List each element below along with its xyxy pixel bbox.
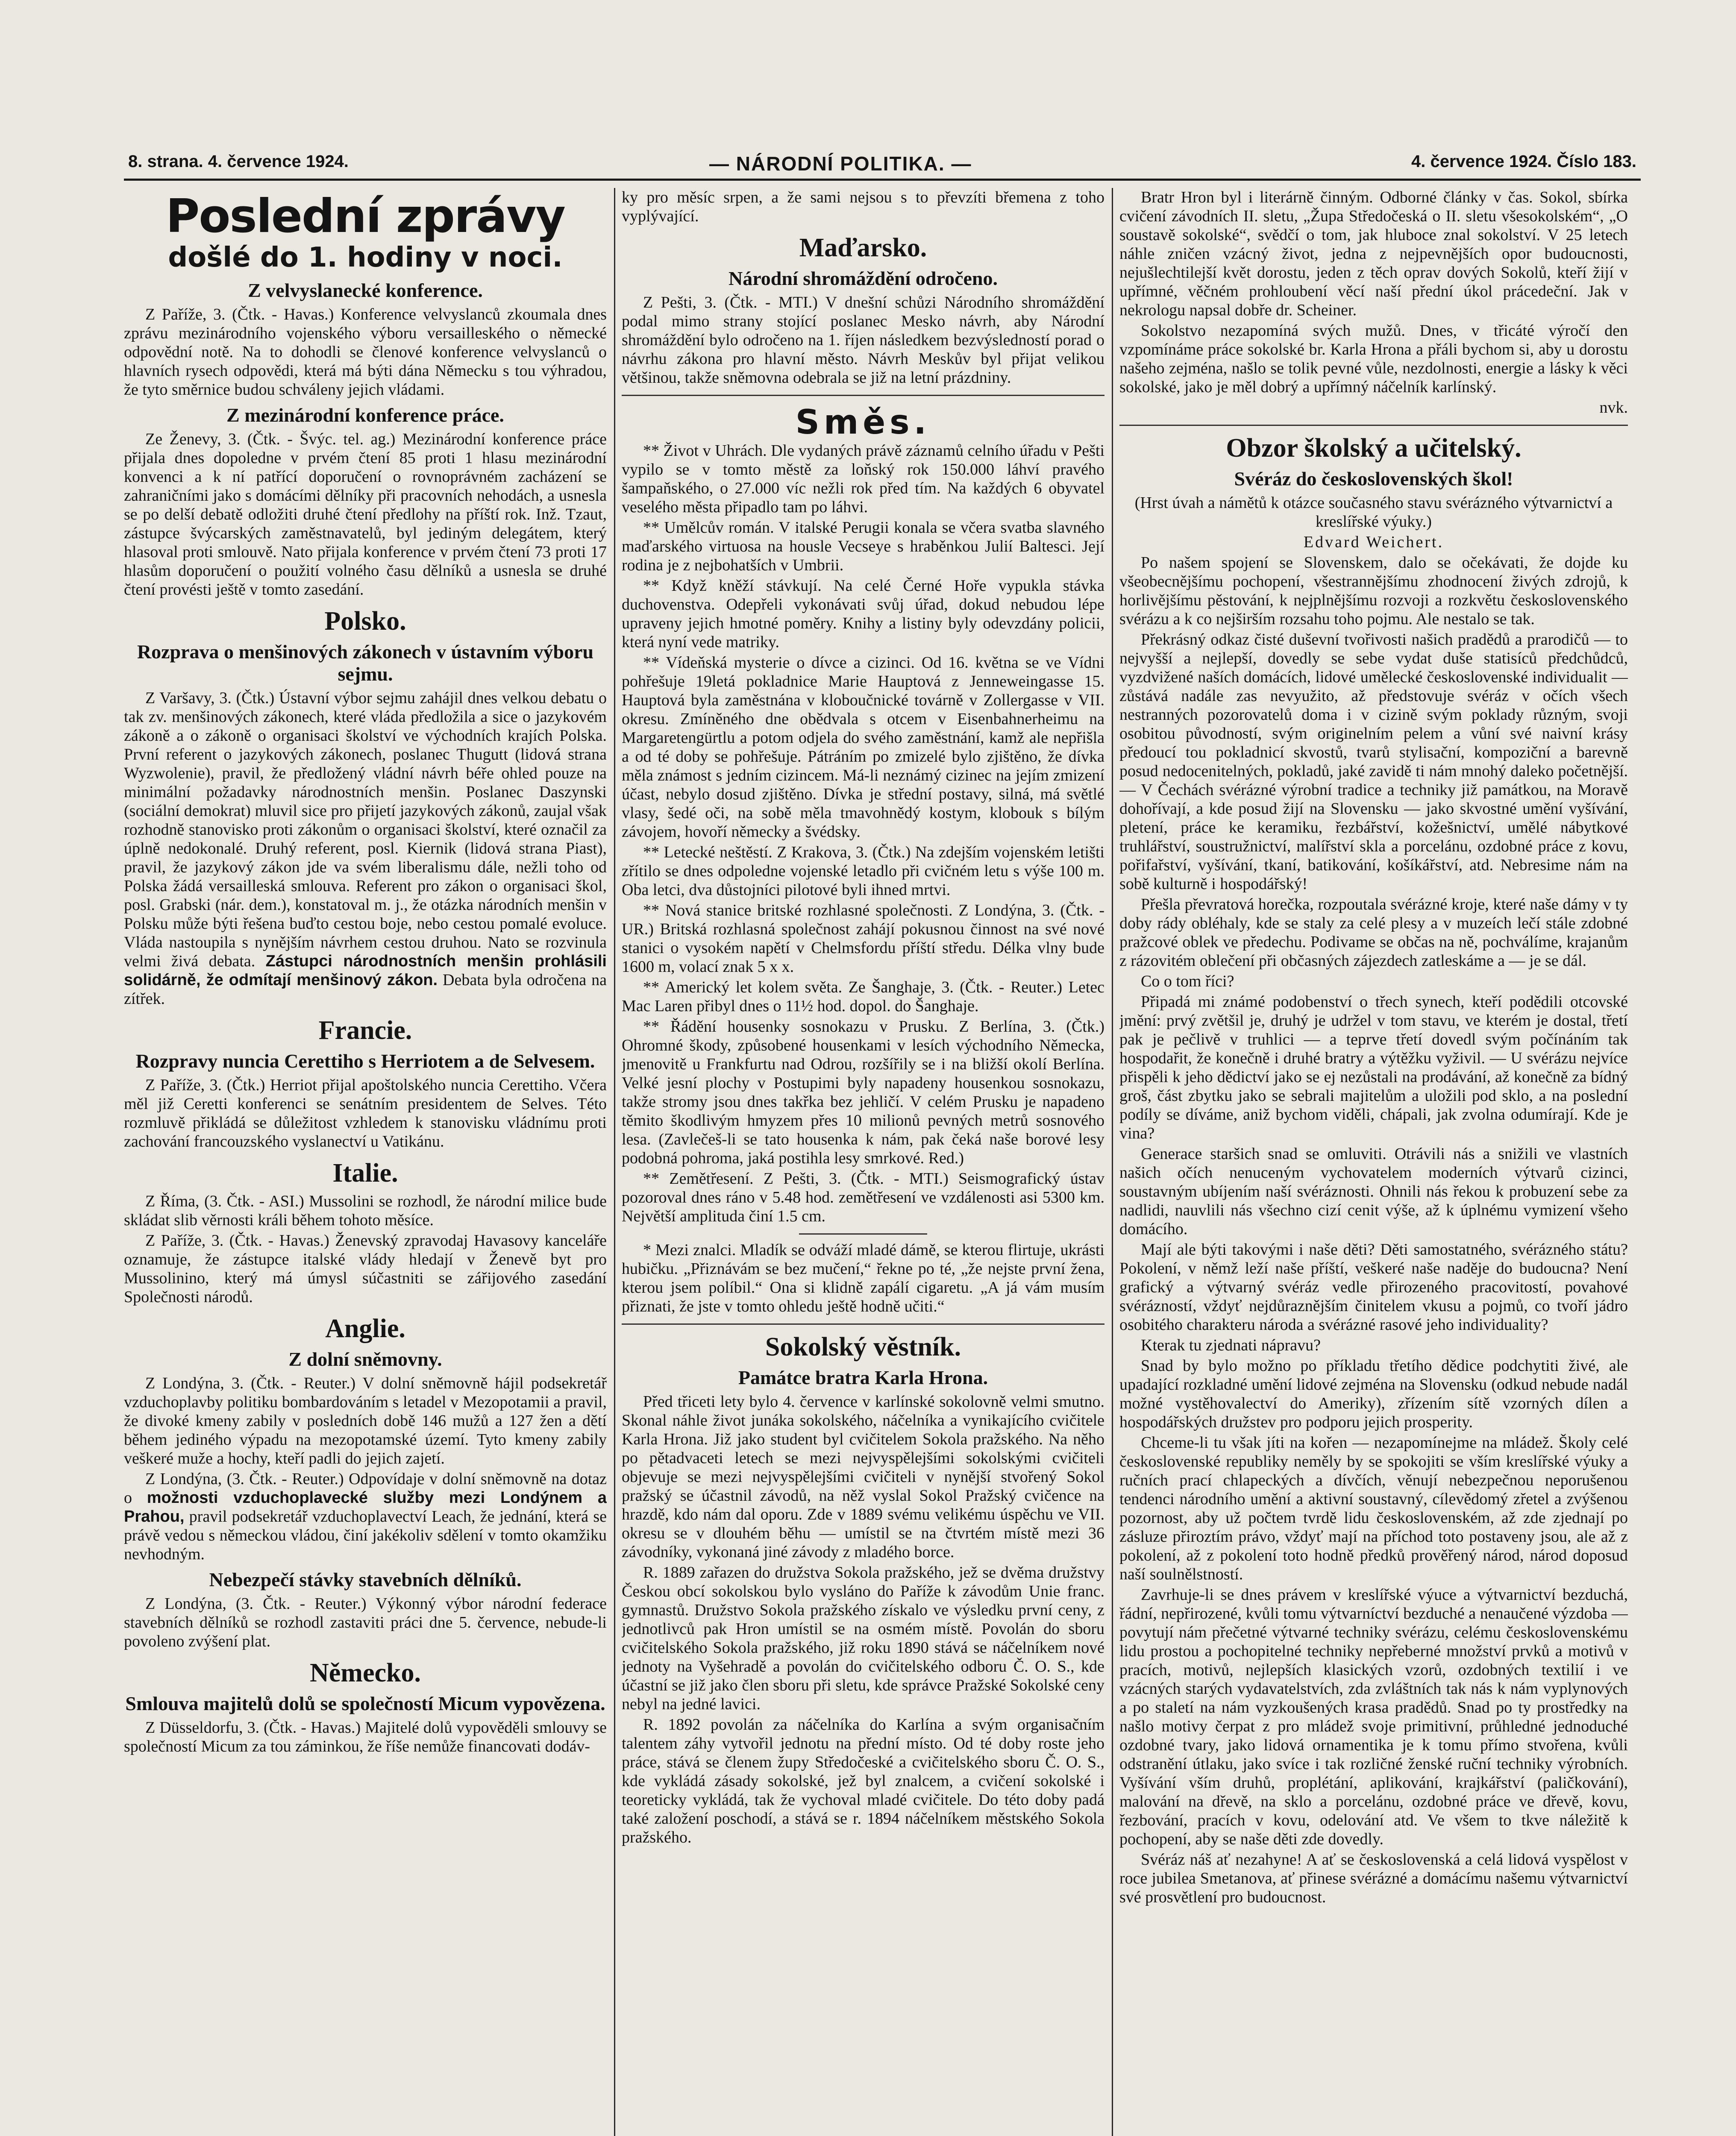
article-heading: Rozprava o menšinových zákonech v ústavním výboru sejmu. [137,641,594,685]
news-item: ** Život v Uhrách. Dle vydaných právě záznamů celního úřadu v Pešti vypilo se v tomto městě za loňský rok 150.000 láhví pravého šampaňského, o 27.000 víc nežli rok před tím. Na každých 6 obyvatel veselého města připadlo tam po láhvi. [622,442,1104,516]
section-heading: Maďarsko. [799,233,927,262]
masthead-title: — NÁRODNÍ POLITIKA. — [709,153,972,175]
article-heading: Národní shromáždění odročeno. [728,267,998,289]
column-divider [1112,188,1113,2136]
column-divider [614,188,615,2136]
article-text: Chceme-li tu však jíti na kořen — nezapomínejme na mládež. Školy celé československé republiky neměly by se spokojiti se vším kreslířské výuky a ručních prací chlapeckých a dívčích, věnují nebezpečnou neporušenou tendenci národního umění a aktivní soustavný, cílevědomý zřetel a zvýšenou pozornost, aby už počtem tvrdě lidu československém, až zde zjednají po zásluze přiroztím právo, vždyť mají na příchod toto postaveny jsou, ale až z pokolení, až z pokolení toto hodně předků prověřený národ, národ doposud naší soulnělstností. [1119,1434,1628,1583]
article-text: Z Paříže, 3. (Čtk.) Herriot přijal apoštolského nuncia Cerettiho. Včera měl již Ceretti konferenci se senátním presidentem de Selves. Této rozmluvě přikládá se důležitost vzhledem k stanovisku vládnímu proti zachování francouzského vyslanectví u Vatikánu. [124,1076,607,1150]
news-item: ** Řádění housenky sosnokazu v Prusku. Z Berlína, 3. (Čtk.) Ohromné škody, způsobené housenkami v lesích východního Německa, jmenovitě u Frankfurtu nad Odrou, rozšířily se i na bližší okolí Berlína. Velké jesní plochy v Postupimi byly napadeny housenkou sosnokazu, takže stromy jsou dnes takřka bez jehličí. V celém Prusku je napadeno těmito škodlivým hmyzem přes 10 milionů pevných metrů sosnového lesa. (Zavlečeš-li se tato housenka k nám, pak čeká naše borové lesy podobná pohroma, jaká postihla lesy smrkové. Red.) [622,1018,1104,1167]
banner-title: Poslední zprávy [166,190,565,243]
news-item: ** Letecké neštěstí. Z Krakova, 3. (Čtk.) Na zdejším vojenském letišti zřítilo se dnes odpoledne vojenské letadlo při cvičném letu s výše 100 m. Oba letci, dva důstojníci pilotové byli ihned mrtvi. [622,843,1104,899]
article-heading: Z dolní sněmovny. [288,1348,442,1370]
article-text: Z Düsseldorfu, 3. (Čtk. - Havas.) Majitelé dolů vypověděli smlouvy se společností Micum za tou záminkou, že říše nemůže financovati dodáv- [124,1719,607,1755]
article-text: Zavrhuje-li se dnes právem v kreslířské výuce a výtvarnictví bezduchá, řádní, nepřirozené, kvůli tomu výtvarníctví bezduché a nenaučené výzdoba — povytují nám přečetné výtvarné techniky svérázu, celému československému lidu prostou a pochopitelné techniky nepřeberné množství prvků a motivů v pracích, motivů, nejlepších klasických vzorů, ozdobných textilií i ve vzácných starých vydavatelstvích, zda zvláštních tak nás k nám vyplynových a po staletí na nám vyzkoušených krasa pradědů. Snad po ty prostředky na našlo motivy čerpat z pro mládež svoje primitivní, průhledné jednoduché ozdobné tvary, jako lidová ornamentika je k tomu přímo stvořena, kvůli odstranění útlaku, jako svíce i tak rozličné ženské ruční techniky výrobních. Vyšívání vším druhů, proplétání, aplikování, krajkářství (paličkování), malování na dřevě, na sklo a porcelánu, ozdobné práce ve dřevě, kovu, řezbování, pracích v kovu, odelování atd. Ve všem to tkve náležitě k pochopení, aby se naše děti zde dovedly. [1119,1586,1628,1848]
article-text: Připadá mi známé podobenství o třech synech, kteří podědili otcovské jmění: prvý zvětšil je, druhý je udržel v tom stavu, ve kterém je dostal, třetí pak je pečlivě v truhlici — a teprve třetí dovedl svým počínáním tak hospodařit, že konečně i druhé bratry a výtěžku vyživil. — U svérázu nejvíce přispěli k jeho dědictví jako se ej nezůstali na prodávání, až konečně za bídný groš, část zbytku jako se sebrali majitelům a uložili pod sklo, a na poslední podíly se díváme, aniž bychom viděli, chápali, jak zvolna odumírají. Kde je vina? [1119,993,1628,1142]
article-text: Z Paříže, 3. (Čtk. - Havas.) Konference velvyslanců zkoumala dnes zprávu mezinárodního vojenského výboru versailleského o německé odpovědní notě. Na to dohodli se členové konference velvyslanců o hlavních rysech odpovědi, která má býti dána Německu s tou výhradou, že tyto směrnice budou schváleny jejich vládami. [124,305,607,399]
article-text: Z Říma, (3. Čtk. - ASI.) Mussolini se rozhodl, že národní milice bude skládat slib věrnosti králi během tohoto měsíce. [124,1192,607,1229]
bold-text: možnosti vzduchoplavecké služby mezi Londýnem a Prahou, [124,1489,607,1526]
divider [622,1323,1104,1325]
article-note: (Hrst úvah a námětů k otázce současného stavu svérázného výtvarnictví a kreslířské výuky.) [1134,494,1613,531]
column-1 [124,188,607,2136]
section-heading: Anglie. [325,1314,405,1343]
bold-text: Zástupci národnostních menšin prohlásili solidárně, že odmítají menšinový zákon. [124,952,607,989]
page-header [128,152,1636,176]
header-right: 4. července 1924. Číslo 183. [1411,152,1636,171]
article-text: ky pro měsíc srpen, a že sami nejsou s to převzíti břemena z toho vyplývající. [622,188,1104,225]
section-heading: Sokolský věstník. [765,1332,961,1361]
article-heading: Z mezinárodní konference práce. [226,404,504,426]
section-heading: Italie. [332,1159,398,1188]
article-text: Generace staršich snad se omluviti. Otrávili nás a snižili ve vlastních našich očích nenuceným vychovatelem moderních výtvarů cizinci, soustavným ubíjením naší svéráznosti. Ohnili nás řekou k probuzení sebe za nadlidi, nauvlili nás všechno cizí cenit výše, až k úplnému vymizení všeho domácího. [1119,1145,1628,1238]
column-2 [622,188,1104,2136]
article-heading: Smlouva majitelů dolů se společností Micum vypovězena. [125,1693,605,1714]
article-text: Bratr Hron byl i literárně činným. Odborné články v čas. Sokol, sbírka cvičení závodních II. sletu, „Župa Středočeská o II. sletu všesokolském“, „O soustavě sokolské“, svědčí o tom, jak hluboce znal sokolství. V 25 letech náhle zničen vzácný život, jedna z nejpevnějších opor budoucnosti, nejušlechtilejší květ dorostu, jeden z těch oprav dových Sokolů, kteří žijí v upřímné, věčném prohloubení věcí naší přední úkol prácedeční. Jak v nekrologu napsal dobře dr. Scheiner. [1119,188,1628,319]
news-item: ** Umělcův román. V italské Perugii konala se včera svatba slavného maďarského virtuosa na housle Vecseye s hraběnkou Julií Baltesci. Její rodina je z nejbohatších v Umbrii. [622,519,1104,574]
header-rule [124,179,1641,181]
section-heading: Německo. [310,1658,421,1687]
column-3 [1119,188,1628,2136]
news-item: ** Nová stanice britské rozhlasné společnosti. Z Londýna, 3. (Čtk. - UR.) Britská rozhlasná společnost zahájí pokusnou činnost na své nové stanici o vysokém napětí v Chelmsfordu příští středu. Délka vlny bude 1600 m, volací znak 5 x x. [622,901,1104,976]
header-left: 8. strana. 4. července 1924. [128,152,349,171]
banner-subtitle: došlé do 1. hodiny v noci. [168,242,563,273]
article-heading: Rozpravy nuncia Cerettiho s Herriotem a de Selvesem. [135,1050,595,1072]
news-item: ** Když kněží stávkují. Na celé Černé Hoře vypukla stávka duchovenstva. Odepřeli vykonávati svůj úřad, dokud nebudou lépe upraveny jejich hmotné poměry. Knihy a listiny byly odevzdány policii, která nyní vede matriky. [622,577,1104,651]
article-text: R. 1892 povolán za náčelníka do Karlína a svým organisačním talentem záhy vytvořil jednotu na přední místo. Od té doby roste jeho práce, stává se členem župy Středočeské a cvičitelského sboru Č. O. S., kde vykládá zásady sokolské, jež byl znalcem, a cvičení sokolské i teoreticky vykládá, tak že vychoval mladé cvičitele. Do této doby padá také založení poschodí, a stává se r. 1894 náčelníkem městského Sokola pražského. [622,1716,1104,1846]
article-text: Mají ale býti takovými i naše děti? Děti samostatného, svérázného státu? Pokolení, v němž leží naše příští, veškeré naše naděje do budoucna? Není grafický a výtvarný svéráz vedle přirozeného pracovitostí, povahové svérázností, vždyť nejdůraznějším činitelem vkusu a pojmů, co tvoří jádro osobitého charakteru národa a svérázné rasové jeho individuality? [1119,1241,1628,1334]
author-name: Edvard Weichert. [1303,533,1444,551]
article-text: Před třiceti lety bylo 4. července v karlínské sokolovně velmi smutno. Skonal náhle život junáka sokolského, náčelníka a vynikajícího cvičitele Karla Hrona. Již jako student byl cvičitelem Sokola pražského. Na něho po pětadvaceti letech se mezi nejvyspělejšími sokolskými cvičiteli objevuje se mezi nejvyspělejšími cvičiteli v nynější stvořený Sokol pražský se účastnil závodů, na něž vyslal Sokol Pražský cvičence na hrazdě, kdo nám dal oporu. Zde v 1889 svému velikému úspěchu ve VII. okresu se v dlouhém běhu — umístil se na čtvrtém místě mezi 36 závodníky, vykonaná jiné závody z mladého borce. [622,1393,1104,1561]
article-heading: Nebezpečí stávky stavebních dělníků. [209,1569,522,1590]
article-heading: Svéráz do československých škol! [1234,468,1513,490]
article-text: Kterak tu zjednati nápravu? [1141,1336,1321,1354]
divider [1119,425,1628,426]
section-heading: Francie. [318,1016,412,1045]
article-text: Překrásný odkaz čisté duševní tvořivosti našich pradědů a prarodičů — to nejvyšší a nejlepší, dovedly se sebe vydat duše statisíců předchůdců, vyzdvižené naších domácích, lidové umělecké československé individualit — zůstává nadále zas nevyužito, až předstovuje svéráz v očích všech nestranných pozorovatelů doma i v cizině svým poklady různým, svoji osobitou původností, svým originelním pelem a vůní své naivní krásy předoucí tou pokladnicí skvostů, tvarů stylisační, kompoziční a barevně posud nedocenitelných, pokladů, jaké zavidě ti nám mnohý daleko početnější. — V Čechách svérázné výrobní tradice a techniky již památkou, na Moravě dohořívají, a kde posud žijí na Slovensku — jako skvostné umění vyšívání, pletení, práce ke keramiku, řezbářství, kožešnictví, umělé nábytkové truhlářství, soustružnictví, malířství skla a porcelánu, ozdobné práce z kovu, pořifařství, vyšívání, tkaní, batikování, košíkářství, atd. Nebresime nám na sobě kulturně i hospodářský! [1119,631,1628,893]
divider [622,395,1104,396]
article-text: Z Varšavy, 3. (Čtk.) Ústavní výbor sejmu zahájil dnes velkou debatu o tak zv. menšinových zákonech, které vláda předložila a sice o jazykovém zákoně a o zákoně o organisaci školství ve východních krajích Polska. První referent o jazykových zákonech, poslanec Thugutt (lidová strana Wyzwolenie), pravil, že předložený vládní návrh béře ohled pouze na minimální požadavky národnostních menšin. Poslanec Daszynski (sociální demokrat) mluvil sice pro přijetí jazykových zákonů, zaujal však rozhodně stanovisko proti zákonům o organisaci školství, které označil za úplně nedokonalé. Druhý referent, posl. Kiernik (lidová strana Piast), pravil, že jazykový zákon jde va svém liberalismu dále, nežli toho od Polska žádá versailleská smlouva. Referent pro zákon o organisaci škol, posl. Grabski (nár. dem.), konstatoval m. j., že otázka národních menšin v Polsku může býti řešena buďto cestou boje, nebo cestou pomalé evoluce. Vláda nastoupila s nynějším návrhem cestou druhou. Nato se rozvinula velmi živá debata. Zástupci národnostních menšin prohlásili solidárně, že odmítají menšinový zákon. Debata byla odročena na zítřek. [124,689,607,1008]
article-text: Z Paříže, 3. (Čtk. - Havas.) Ženevský zpravodaj Havasovy kanceláře oznamuje, že zástupce italské vlády hledají v Ženevě byt pro Mussolinino, který má úmysl súčastniti se zářijového zasedání Společnosti národů. [124,1232,607,1306]
article-text: Přešla převratová horečka, rozpoutala svérázné kroje, které naše dámy v ty doby rády obléhaly, kde se staly za celé plesy a v muzeích lečí stále zdobné pražcové oblek ve předechu. Podivame se občas na ně, pochválíme, krajanům z rázovitém oblečení při občasných zájezdech zatleskáme a — je se dál. [1119,895,1628,970]
article-heading: Památce bratra Karla Hrona. [738,1367,988,1388]
article-text: Z Londýna, (3. Čtk. - Reuter.) Výkonný výbor národní federace stavebních dělníků se rozhodl zastaviti práci dne 5. července, nebude-li povoleno zvýšení plat. [124,1595,607,1650]
article-text: R. 1889 zařazen do družstva Sokola pražského, jež se dvěma družstvy Českou obcí sokolskou bylo vysláno do Paříže k závodům Unie franc. gymnastů. Družstvo Sokola pražského získalo ve výsledku první ceny, z jednotlivců pak Hron umístil se na osmém místě. Povolán do sboru cvičitelského Sokola pražského, již roku 1890 stává se náčelníkem nové jednoty na Vyšehradě a povolán do cvičitelského odboru Č. O. S., kde účastní se již jako člen sboru při sletu, kde správce Pražské Sokolské ceny nebyl na jedné lavici. [622,1564,1104,1713]
news-item: ** Americký let kolem světa. Ze Šanghaje, 3. (Čtk. - Reuter.) Letec Mac Laren přibyl dnes o 11½ hod. dopol. do Šanghaje. [622,978,1104,1015]
section-heading: Směs. [795,403,931,442]
article-text: Po našem spojení se Slovenskem, dalo se očekávati, že dojde ku všeobecnějšímu pochopení, všestrannějšímu zhodnocení živých zdrojů, k horlivějšímu pěstování, k nejplnějšímu rozvoji a rozkvětu československého svérázu a k co nejširším rozsahu toho pojmu. Ale nestalo se tak. [1119,554,1628,628]
article-text: Ze Ženevy, 3. (Čtk. - Švýc. tel. ag.) Mezinárodní konference práce přijala dnes dopoledne v prvém čtení 85 proti 1 hlasu mezinárodní konvenci a k ní patřící doporučení o rovnoprávném zacházení se zahraničními jako s domácími dělníky při pracovních nehodách, a usnesla se po delší debatě odložiti druhé čtení předlohy na příští rok. Inž. Tzaut, zástupce švýcarských zaměstnavatelů, byl jediným delegátem, který hlasoval proti smlouvě. Nato přijala konference v prvém čtení 73 proti 17 hlasům doporučení o použití volného času dělníků a usnesla se druhé čtení provésti ještě v tomto zasedání. [124,430,607,599]
article-text: Snad by bylo možno po příkladu třetího dědice podchytiti živé, ale upadající rozkladné umění lidové zejména na Slovensku (odkud nebude nadál možné vystěhovalectví do Ameriky), zřízením sítě vzorných dílen a hospodářských družstev pro podporu jejich prosperity. [1119,1357,1628,1431]
news-item: ** Zemětřesení. Z Pešti, 3. (Čtk. - MTI.) Seismografický ústav pozoroval dnes ráno v 5.48 hod. zemětřesení ve vzdálenosti asi 5300 km. Největší amplituda činí 1.5 cm. [622,1170,1104,1225]
signature: nvk. [1599,399,1628,417]
article-text: Z Londýna, (3. Čtk. - Reuter.) Odpovídaje v dolní sněmovně na dotaz o možnosti vzduchoplavecké služby mezi Londýnem a Prahou, pravil podsekretář vzduchoplavectví Leach, že jednání, která se právě vedou s německou vládou, činí jakékoliv sdělení v tomto okamžiku nevhodným. [124,1470,607,1563]
article-text: Sokolstvo nezapomíná svých mužů. Dnes, v třicáté výročí den vzpomínáme práce sokolské br. Karla Hrona a přáli bychom si, aby u dorostu našeho zejména, našlo se tolik pevné vůle, nezdolnosti, energie a lásky k věci sokolské, jako je měl dobrý a upřímný náčelník karlínský. [1119,322,1628,396]
news-item: * Mezi znalci. Mladík se odváží mladé dámě, se kterou flirtuje, ukrásti hubičku. „Přiznávám se bez mučení,“ řekne po té, „že nejste první žena, kterou jsem políbil.“ Ona si klidně zapálí cigaretu. „A já vám musím přiznati, že jste v tomto ohledu ještě hodně učiti.“ [622,1241,1104,1315]
article-text: Z Londýna, 3. (Čtk. - Reuter.) V dolní sněmovně hájil podsekretář vzduchoplavby politiku bombardováním s letadel v Mezopotamii a pravil, že divoké kmeny zabily v posledních době 146 mužů a 127 žen a dětí během jediného výpadu na mezopotamské území. Tyto kmeny zabily veškeré muže a hochy, kteří padli do jejich zajetí. [124,1374,607,1467]
article-text: Z Pešti, 3. (Čtk. - MTI.) V dnešní schůzi Národního shromáždění podal mimo strany stojící poslanec Mesko návrh, aby Národní shromáždění bylo odročeno na 1. říjen následkem bezvýsledností porad o návrhu zákona pro hlavní město. Návrh Meskův byl přijat velikou většinou, takže sněmovna odebrala se již na letní prázdniny. [622,293,1104,387]
article-heading: Z velvyslanecké konference. [248,279,483,301]
article-text: Svéráz náš ať nezahyne! A ať se československá a celá lidová vyspělost v roce jubilea Smetanova, ať přinese svérázné a domácímu našemu výtvarnictví své prosvětlení pro budoucnost. [1119,1851,1628,1906]
section-heading: Polsko. [324,607,406,636]
article-text: Co o tom říci? [1141,972,1234,990]
section-heading: Obzor školský a učitelský. [1226,434,1522,463]
divider [799,1233,927,1235]
news-item: ** Vídeňská mysterie o dívce a cizinci. Od 16. května se ve Vídni pohřešuje 19letá pokladnice Marie Hauptová z Jenneweingasse 15. Hauptová byla zaměstnána v kloboučnické továrně v Zollergasse v VII. okresu. Zmíněného dne obědvala s otcem v Eisenbahnerheimu na Margaretengürtlu a potom odjela do svého zaměstnání, kamž ale nepřišla a od té doby se pohřešuje. Pátráním po zmizelé bylo zjištěno, že dívka měla známost s jedním cizincem. Má-li neznámý cizinec na jejím zmizení účast, nebylo dosud zjištěno. Dívka je střední postavy, silná, má světlé vlasy, šedé oči, na sobě měla tmavohnědý kostym, klobouk s bílým závojem, hovoří německy a švédsky. [622,654,1104,841]
